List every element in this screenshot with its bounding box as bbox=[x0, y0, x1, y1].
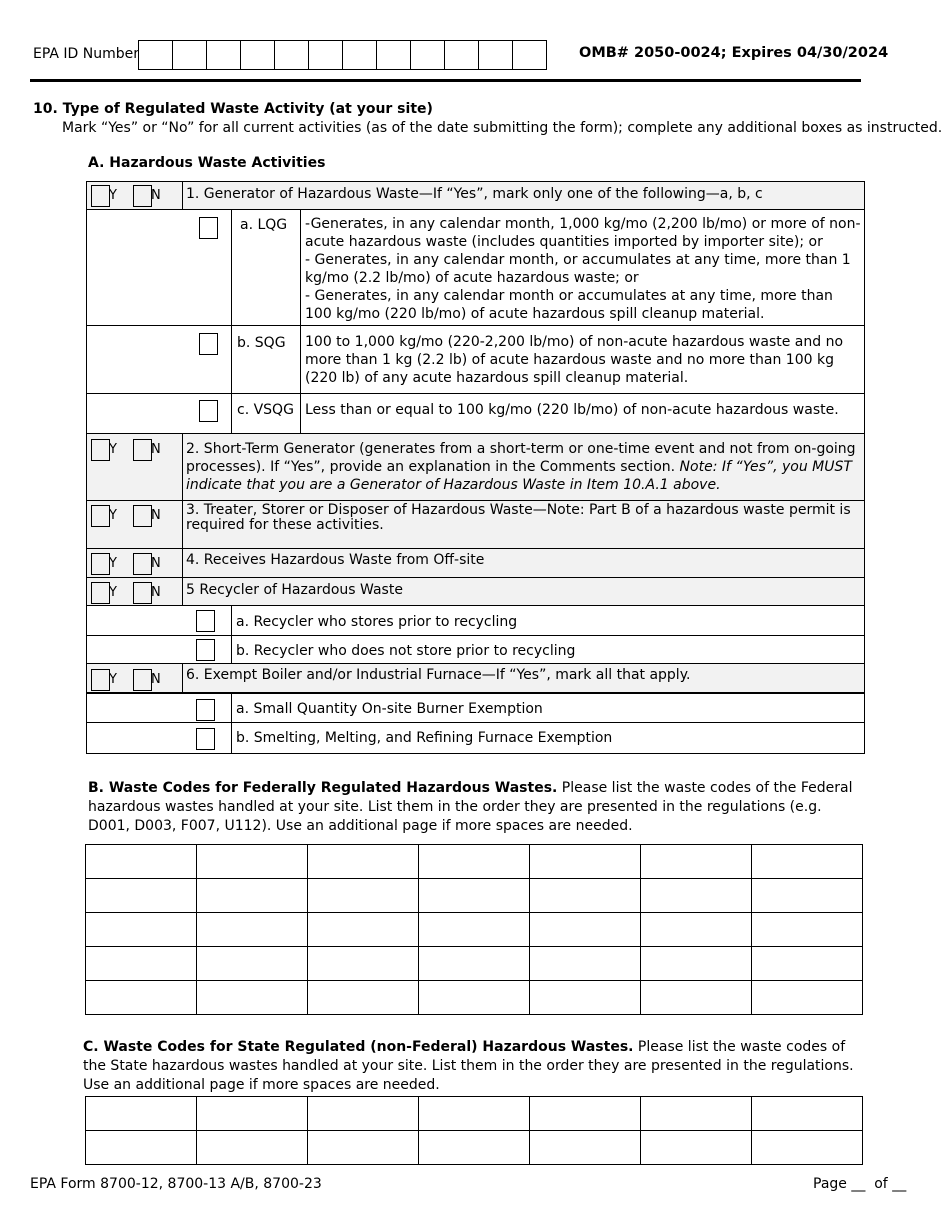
waste-code-cell[interactable] bbox=[86, 1131, 197, 1165]
waste-code-cell[interactable] bbox=[419, 1097, 530, 1131]
yes-label: Y bbox=[109, 556, 117, 571]
footer-form-number: EPA Form 8700-12, 8700-13 A/B, 8700-23 bbox=[30, 1176, 322, 1192]
no-checkbox[interactable] bbox=[133, 439, 152, 461]
epa-id-digit[interactable] bbox=[343, 41, 377, 70]
yes-checkbox[interactable] bbox=[91, 505, 110, 527]
no-checkbox[interactable] bbox=[133, 582, 152, 604]
yes-label: Y bbox=[109, 672, 117, 687]
item-4-text: 4. Receives Hazardous Waste from Off-site bbox=[186, 552, 485, 568]
waste-code-cell[interactable] bbox=[86, 1097, 197, 1131]
yes-checkbox[interactable] bbox=[91, 185, 110, 207]
waste-code-cell[interactable] bbox=[197, 913, 308, 947]
waste-code-cell[interactable] bbox=[197, 845, 308, 879]
divider bbox=[231, 636, 232, 663]
yes-checkbox[interactable] bbox=[91, 582, 110, 604]
waste-code-cell[interactable] bbox=[308, 879, 419, 913]
lqg-text: -Generates, in any calendar month, 1,000 kg/mo (2,200 lb/mo) or more of non-acute hazardous waste (includes quantities imported by importer site); or - Generates, in any calendar month, or accumulates at any time, more than 1 kg/mo (2.2 lb/mo) of acute hazardous waste; or - Generates, in any calendar month or accumulates at any time, more than 100 kg/mo (220 lb/mo) of acute hazardous spill cleanup material. bbox=[305, 216, 861, 322]
waste-code-cell[interactable] bbox=[86, 845, 197, 879]
section-instructions: Mark “Yes” or “No” for all current activities (as of the date submitting the form); complete any additional boxes as instructed. bbox=[62, 120, 943, 136]
no-label: N bbox=[151, 585, 161, 600]
part-c-description bbox=[83, 1038, 858, 1095]
divider bbox=[231, 394, 232, 433]
waste-code-cell[interactable] bbox=[752, 1097, 863, 1131]
epa-id-digit[interactable] bbox=[479, 41, 513, 70]
waste-code-cell[interactable] bbox=[641, 947, 752, 981]
item-5a-text: a. Recycler who stores prior to recycling bbox=[236, 614, 518, 630]
furnace-exemption-checkbox[interactable] bbox=[196, 728, 215, 750]
epa-id-digit[interactable] bbox=[411, 41, 445, 70]
waste-code-cell[interactable] bbox=[641, 845, 752, 879]
waste-code-cell[interactable] bbox=[641, 1131, 752, 1165]
waste-code-cell[interactable] bbox=[641, 1097, 752, 1131]
no-label: N bbox=[151, 188, 161, 203]
yes-label: Y bbox=[109, 585, 117, 600]
waste-code-cell[interactable] bbox=[530, 1131, 641, 1165]
waste-code-cell[interactable] bbox=[308, 1131, 419, 1165]
header-rule bbox=[30, 79, 861, 82]
divider bbox=[300, 210, 301, 325]
sqg-label: b. SQG bbox=[237, 335, 286, 351]
waste-code-cell[interactable] bbox=[308, 1097, 419, 1131]
item-5b-text: b. Recycler who does not store prior to recycling bbox=[236, 643, 576, 659]
waste-code-cell[interactable] bbox=[86, 879, 197, 913]
footer-page-number: Page __ of __ bbox=[813, 1176, 907, 1192]
waste-code-cell[interactable] bbox=[197, 879, 308, 913]
waste-code-cell[interactable] bbox=[752, 913, 863, 947]
no-checkbox[interactable] bbox=[133, 185, 152, 207]
waste-code-cell[interactable] bbox=[308, 981, 419, 1015]
waste-code-cell[interactable] bbox=[641, 981, 752, 1015]
epa-id-digit[interactable] bbox=[513, 41, 547, 70]
waste-code-cell[interactable] bbox=[530, 913, 641, 947]
lqg-row bbox=[86, 209, 865, 326]
waste-code-cell[interactable] bbox=[752, 981, 863, 1015]
item-6a-row bbox=[86, 692, 865, 723]
epa-id-digit[interactable] bbox=[377, 41, 411, 70]
part-b-title: B. Waste Codes for Federally Regulated Hazardous Wastes. bbox=[88, 780, 558, 796]
recycler-stores-checkbox[interactable] bbox=[196, 610, 215, 632]
yes-checkbox[interactable] bbox=[91, 439, 110, 461]
item-2-row bbox=[86, 433, 865, 501]
epa-id-label: EPA ID Number bbox=[33, 46, 140, 62]
epa-id-digit[interactable] bbox=[275, 41, 309, 70]
waste-code-cell[interactable] bbox=[530, 845, 641, 879]
part-b-text: Please list the waste codes of the Federal hazardous wastes handled at your site. List them in the order they are presented in the regulations (e.g. D001, D003, F007, U112). Use an additional page if more spaces are needed. bbox=[88, 780, 853, 834]
item-6a-text: a. Small Quantity On-site Burner Exemption bbox=[236, 701, 543, 717]
waste-code-cell[interactable] bbox=[530, 1097, 641, 1131]
sqg-text: 100 to 1,000 kg/mo (220-2,200 lb/mo) of non-acute hazardous waste and no more than 1 kg (2.2 lb) of acute hazardous waste and no more than 100 kg (220 lb) of any acute hazardous spill cleanup material. bbox=[305, 334, 844, 386]
recycler-no-store-checkbox[interactable] bbox=[196, 639, 215, 661]
waste-code-cell[interactable] bbox=[752, 845, 863, 879]
no-checkbox[interactable] bbox=[133, 669, 152, 691]
epa-id-boxes bbox=[138, 40, 547, 70]
waste-code-cell[interactable] bbox=[752, 947, 863, 981]
yes-label: Y bbox=[109, 188, 117, 203]
item-6b-text: b. Smelting, Melting, and Refining Furnace Exemption bbox=[236, 730, 613, 746]
no-checkbox[interactable] bbox=[133, 553, 152, 575]
vsqg-row bbox=[86, 393, 865, 434]
waste-code-cell[interactable] bbox=[197, 1131, 308, 1165]
item-4-row bbox=[86, 548, 865, 578]
yes-checkbox[interactable] bbox=[91, 669, 110, 691]
waste-code-cell[interactable] bbox=[419, 845, 530, 879]
waste-code-cell[interactable] bbox=[419, 879, 530, 913]
item-2-note: Note: If “Yes”, you MUST indicate that you are a Generator of Hazardous Waste in Item 10.A.1 above. bbox=[186, 459, 852, 493]
yes-label: Y bbox=[109, 508, 117, 523]
lqg-label: a. LQG bbox=[240, 217, 288, 233]
yn-cell bbox=[87, 664, 183, 692]
item-5b-row bbox=[86, 635, 865, 664]
waste-code-cell[interactable] bbox=[308, 913, 419, 947]
waste-code-cell[interactable] bbox=[308, 947, 419, 981]
waste-code-cell[interactable] bbox=[530, 947, 641, 981]
epa-id-digit[interactable] bbox=[309, 41, 343, 70]
epa-id-digit[interactable] bbox=[207, 41, 241, 70]
burner-exemption-checkbox[interactable] bbox=[196, 699, 215, 721]
divider bbox=[300, 326, 301, 393]
waste-code-cell[interactable] bbox=[197, 1097, 308, 1131]
waste-code-cell[interactable] bbox=[86, 913, 197, 947]
part-c-title: C. Waste Codes for State Regulated (non-Federal) Hazardous Wastes. bbox=[83, 1039, 634, 1055]
part-c-text: Please list the waste codes of the State hazardous wastes handled at your site. List them in the order they are presented in the regulations. Use an additional page if more spaces are needed. bbox=[83, 1039, 854, 1093]
item-5-text: 5 Recycler of Hazardous Waste bbox=[186, 582, 403, 598]
waste-code-cell[interactable] bbox=[86, 981, 197, 1015]
divider bbox=[231, 723, 232, 753]
section-title: 10. Type of Regulated Waste Activity (at your site) bbox=[33, 101, 433, 117]
waste-code-cell[interactable] bbox=[86, 947, 197, 981]
item-6b-row bbox=[86, 722, 865, 754]
yes-checkbox[interactable] bbox=[91, 553, 110, 575]
yn-cell bbox=[87, 578, 183, 605]
divider bbox=[231, 326, 232, 393]
waste-code-cell[interactable] bbox=[419, 947, 530, 981]
yn-cell bbox=[87, 434, 183, 500]
vsqg-text: Less than or equal to 100 kg/mo (220 lb/mo) of non-acute hazardous waste. bbox=[305, 402, 839, 418]
sqg-row bbox=[86, 325, 865, 394]
no-checkbox[interactable] bbox=[133, 505, 152, 527]
waste-code-cell[interactable] bbox=[752, 1131, 863, 1165]
federal-waste-codes-table bbox=[85, 844, 863, 1015]
waste-code-cell[interactable] bbox=[641, 913, 752, 947]
waste-code-cell[interactable] bbox=[419, 1131, 530, 1165]
waste-code-cell[interactable] bbox=[308, 845, 419, 879]
omb-number: OMB# 2050-0024; Expires 04/30/2024 bbox=[579, 45, 889, 61]
divider bbox=[231, 606, 232, 635]
no-label: N bbox=[151, 442, 161, 457]
epa-id-digit[interactable] bbox=[445, 41, 479, 70]
yn-cell bbox=[87, 549, 183, 577]
waste-code-cell[interactable] bbox=[530, 879, 641, 913]
item-6-row bbox=[86, 663, 865, 693]
item-2-text bbox=[186, 440, 858, 494]
waste-code-cell[interactable] bbox=[419, 981, 530, 1015]
item-6-text: 6. Exempt Boiler and/or Industrial Furnace—If “Yes”, mark all that apply. bbox=[186, 667, 691, 683]
waste-code-cell[interactable] bbox=[197, 981, 308, 1015]
item-5a-row bbox=[86, 605, 865, 636]
epa-id-digit[interactable] bbox=[139, 41, 173, 70]
divider bbox=[231, 210, 232, 325]
epa-id-digit[interactable] bbox=[173, 41, 207, 70]
item-2-main: 2. Short-Term Generator (generates from a short-term or one-time event and not from on-going processes). If “Yes”, provide an explanation in the Comments section. bbox=[186, 441, 856, 475]
no-label: N bbox=[151, 556, 161, 571]
yn-cell bbox=[87, 501, 183, 548]
sqg-checkbox[interactable] bbox=[199, 333, 218, 355]
lqg-checkbox[interactable] bbox=[199, 217, 218, 239]
waste-code-cell[interactable] bbox=[752, 879, 863, 913]
item-1-row bbox=[86, 181, 865, 210]
epa-id-digit[interactable] bbox=[241, 41, 275, 70]
part-a-title: A. Hazardous Waste Activities bbox=[88, 155, 326, 171]
vsqg-checkbox[interactable] bbox=[199, 400, 218, 422]
waste-code-cell[interactable] bbox=[641, 879, 752, 913]
no-label: N bbox=[151, 672, 161, 687]
item-3-row bbox=[86, 500, 865, 549]
yes-label: Y bbox=[109, 442, 117, 457]
waste-code-cell[interactable] bbox=[419, 913, 530, 947]
no-label: N bbox=[151, 508, 161, 523]
item-5-row bbox=[86, 577, 865, 606]
vsqg-label: c. VSQG bbox=[237, 402, 294, 418]
divider bbox=[231, 694, 232, 722]
item-3-text: 3. Treater, Storer or Disposer of Hazardous Waste—Note: Part B of a hazardous waste permit is required for these activities. bbox=[186, 502, 851, 533]
state-waste-codes-table bbox=[85, 1096, 863, 1165]
item-1-text: 1. Generator of Hazardous Waste—If “Yes”, mark only one of the following—a, b, c bbox=[186, 186, 763, 202]
part-b-description bbox=[88, 779, 858, 836]
waste-code-cell[interactable] bbox=[530, 981, 641, 1015]
waste-code-cell[interactable] bbox=[197, 947, 308, 981]
yn-cell bbox=[87, 182, 183, 209]
divider bbox=[300, 394, 301, 433]
